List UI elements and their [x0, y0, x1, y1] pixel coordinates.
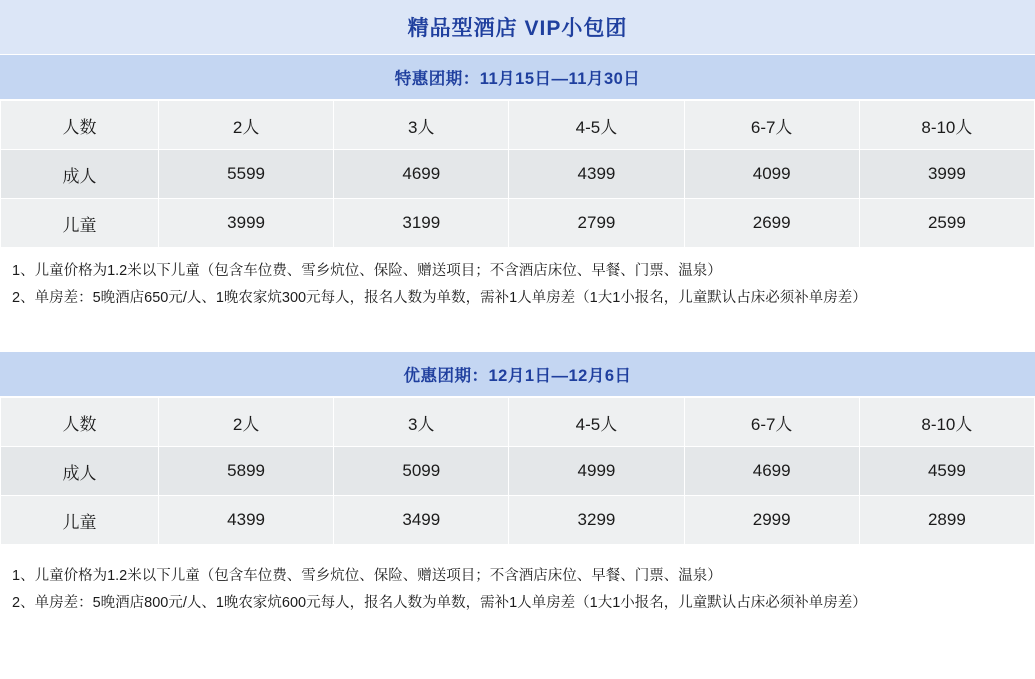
note-line: 2、单房差：5晚酒店800元/人、1晚农家炕600元每人，报名人数为单数，需补1人单房差（1大1小报名，儿童默认占床必须补单房差）: [12, 595, 867, 611]
child-price-2-0: 4399: [159, 496, 334, 545]
note-line: 1、儿童价格为1.2米以下儿童（包含车位费、雪乡炕位、保险、赠送项目；不含酒店床位、早餐、门票、温泉）: [12, 568, 722, 584]
adult-price-1-4: 3999: [859, 150, 1034, 199]
col-header-2-1: 3人: [334, 398, 509, 447]
child-price-2-1: 3499: [334, 496, 509, 545]
table-row: [1, 150, 1035, 199]
row-label-adult-2: 成人: [1, 447, 159, 496]
table-row: [1, 447, 1035, 496]
adult-price-2-0: 5899: [159, 447, 334, 496]
note-line: 1、儿童价格为1.2米以下儿童（包含车位费、雪乡炕位、保险、赠送项目；不含酒店床位、早餐、门票、温泉）: [12, 263, 722, 279]
adult-price-1-3: 4099: [684, 150, 859, 199]
table-row: [1, 199, 1035, 248]
child-price-1-0: 3999: [159, 199, 334, 248]
col-header-1-1: 3人: [334, 101, 509, 150]
section-band-label-2: 优惠团期：12月1日—12月6日: [403, 367, 632, 385]
table-row: [1, 101, 1035, 150]
adult-price-1-1: 4699: [334, 150, 509, 199]
col-header-2-3: 6-7人: [684, 398, 859, 447]
page-title-bar: [0, 0, 1035, 55]
note-line: 2、单房差：5晚酒店650元/人、1晚农家炕300元每人，报名人数为单数，需补1人单房差（1大1小报名，儿童默认占床必须补单房差）: [12, 290, 867, 306]
row-label-child-2: 儿童: [1, 496, 159, 545]
adult-price-1-2: 4399: [509, 150, 684, 199]
child-price-2-4: 2899: [859, 496, 1034, 545]
child-price-2-2: 3299: [509, 496, 684, 545]
row-label-adult-1: 成人: [1, 150, 159, 199]
child-price-1-1: 3199: [334, 199, 509, 248]
child-price-2-3: 2999: [684, 496, 859, 545]
col-header-2-0: 2人: [159, 398, 334, 447]
price-table-1: [0, 100, 1035, 248]
col-header-1-4: 8-10人: [859, 101, 1034, 150]
section-spacer: [0, 545, 1035, 553]
row-label-people-2: 人数: [1, 398, 159, 447]
adult-price-2-4: 4599: [859, 447, 1034, 496]
col-header-1-0: 2人: [159, 101, 334, 150]
col-header-2-4: 8-10人: [859, 398, 1034, 447]
adult-price-2-2: 4999: [509, 447, 684, 496]
adult-price-2-1: 5099: [334, 447, 509, 496]
table-row: [1, 398, 1035, 447]
section-band-1: [0, 55, 1035, 100]
col-header-2-2: 4-5人: [509, 398, 684, 447]
col-header-1-2: 4-5人: [509, 101, 684, 150]
row-label-people-1: 人数: [1, 101, 159, 150]
adult-price-1-0: 5599: [159, 150, 334, 199]
page-title: 精品型酒店 VIP小包团: [407, 17, 628, 40]
notes-block-1: [0, 248, 1035, 352]
price-table-2: [0, 397, 1035, 545]
child-price-1-3: 2699: [684, 199, 859, 248]
child-price-1-2: 2799: [509, 199, 684, 248]
adult-price-2-3: 4699: [684, 447, 859, 496]
row-label-child-1: 儿童: [1, 199, 159, 248]
notes-block-2: [0, 553, 1035, 657]
section-band-label-1: 特惠团期：11月15日—11月30日: [394, 70, 641, 88]
col-header-1-3: 6-7人: [684, 101, 859, 150]
table-row: [1, 496, 1035, 545]
section-band-2: [0, 352, 1035, 397]
child-price-1-4: 2599: [859, 199, 1034, 248]
